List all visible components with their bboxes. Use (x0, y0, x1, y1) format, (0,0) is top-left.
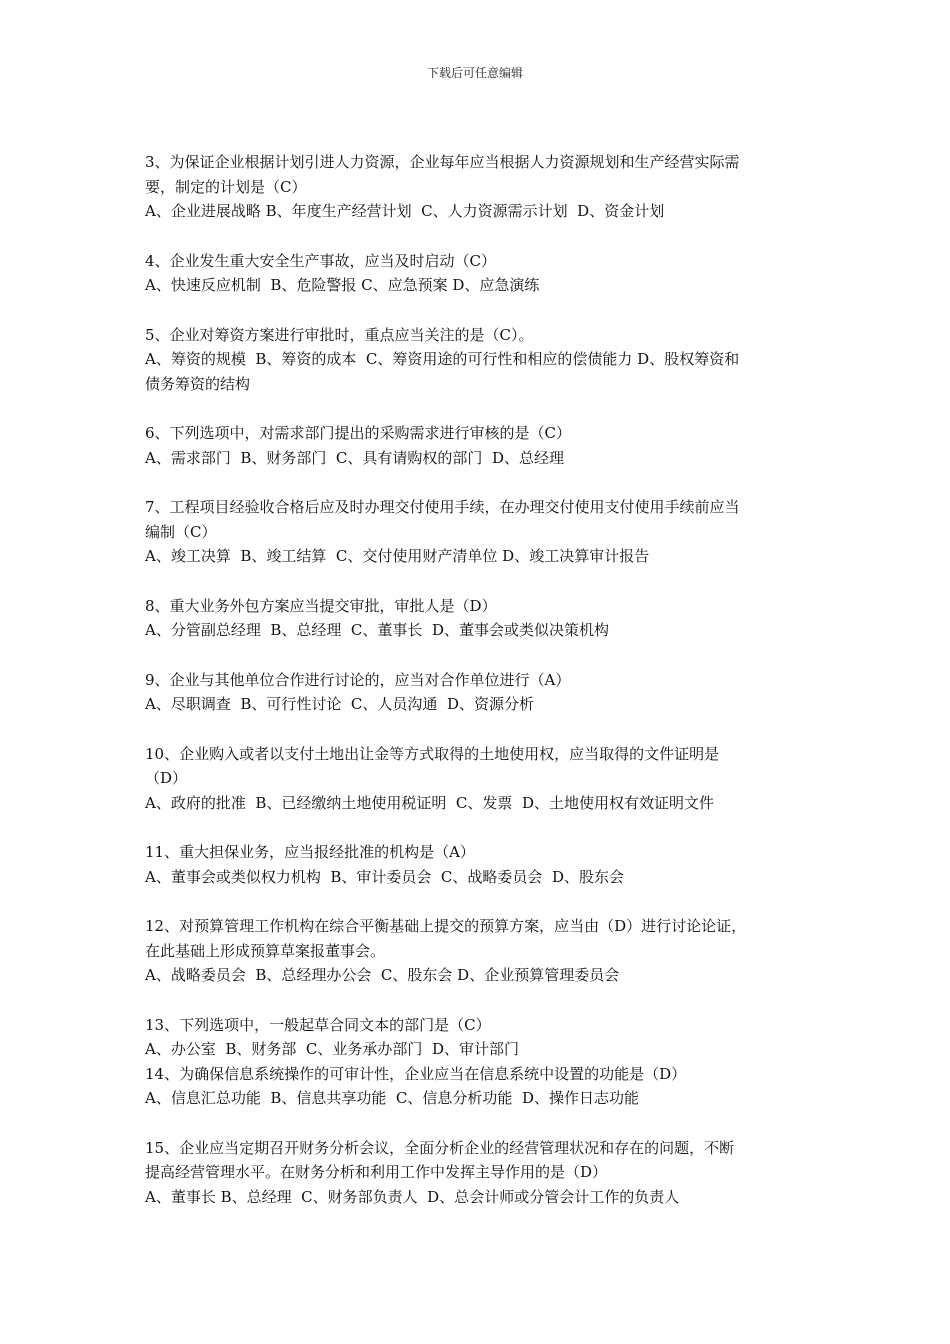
question-stem: 8、重大业务外包方案应当提交审批，审批人是（D） (145, 596, 497, 615)
question-stem: 9、企业与其他单位合作进行讨论的，应当对合作单位进行（A） (145, 670, 571, 689)
question-options: A、快速反应机制 B、危险警报 C、应急预案 D、应急演练 (145, 276, 540, 294)
question-block (145, 421, 813, 470)
question-list (145, 150, 813, 1234)
question-stem: 在此基础上形成预算草案报董事会。 (145, 941, 386, 960)
question-block (145, 594, 813, 643)
question-options: A、政府的批准 B、已经缴纳土地使用税证明 C、发票 D、土地使用权有效证明文件 (145, 793, 714, 812)
question-options: 债务筹资的结构 (145, 374, 251, 393)
question-block (145, 840, 813, 889)
question-stem: 7、工程项目经验收合格后应及时办理交付使用手续，在办理交付使用支付使用手续前应当 (145, 498, 740, 516)
question-stem: 11、重大担保业务，应当报经批准的机构是（A） (145, 843, 475, 861)
question-block (145, 323, 813, 397)
question-options: A、办公室 B、财务部 C、业务承办部门 D、审计部门 (145, 1040, 519, 1058)
question-stem: 15、企业应当定期召开财务分析会议，全面分析企业的经营管理状况和存在的问题，不断 (145, 1138, 735, 1157)
question-stem: 10、企业购入或者以支付土地出让金等方式取得的土地使用权，应当取得的文件证明是 (145, 744, 720, 763)
question-block (145, 1136, 813, 1210)
question-block (145, 1062, 813, 1111)
question-options: A、竣工决算 B、竣工结算 C、交付使用财产清单位 D、竣工决算审计报告 (145, 547, 650, 565)
question-stem: 6、下列选项中，对需求部门提出的采购需求进行审核的是（C） (145, 424, 572, 442)
question-stem: 12、对预算管理工作机构在综合平衡基础上提交的预算方案，应当由（D）进行讨论论证， (145, 917, 747, 935)
question-stem: 5、企业对筹资方案进行审批时，重点应当关注的是（C）。 (145, 325, 534, 344)
question-block (145, 150, 813, 224)
question-block (145, 742, 813, 816)
question-options: A、董事长 B、总经理 C、财务部负责人 D、总会计师或分管会计工作的负责人 (145, 1187, 680, 1206)
question-options: A、战略委员会 B、总经理办公会 C、股东会 D、企业预算管理委员会 (145, 966, 620, 984)
question-options: A、企业进展战略 B、年度生产经营计划 C、人力资源需示计划 D、资金计划 (145, 202, 665, 220)
question-block (145, 495, 813, 569)
question-options: A、信息汇总功能 B、信息共享功能 C、信息分析功能 D、操作日志功能 (145, 1089, 639, 1107)
question-block (145, 914, 813, 988)
question-stem: （D） (145, 769, 188, 787)
question-stem: 4、企业发生重大安全生产事故，应当及时启动（C） (145, 251, 497, 270)
question-stem: 要，制定的计划是（C） (145, 177, 307, 196)
question-options: A、分管副总经理 B、总经理 C、董事长 D、董事会或类似决策机构 (145, 621, 609, 639)
question-stem: 提高经营管理水平。在财务分析和利用工作中发挥主导作用的是（D） (145, 1163, 608, 1181)
question-block (145, 249, 813, 298)
question-options: A、董事会或类似权力机构 B、审计委员会 C、战略委员会 D、股东会 (145, 867, 624, 886)
question-stem: 3、为保证企业根据计划引进人力资源，企业每年应当根据人力资源规划和生产经营实际需 (145, 153, 740, 171)
question-options: A、需求部门 B、财务部门 C、具有请购权的部门 D、总经理 (145, 448, 564, 467)
question-stem: 14、为确保信息系统操作的可审计性，企业应当在信息系统中设置的功能是（D） (145, 1064, 687, 1083)
page-header: 下载后可任意编辑 (426, 66, 523, 80)
question-options: A、筹资的规模 B、筹资的成本 C、筹资用途的可行性和相应的偿债能力 D、股权筹资和 (145, 350, 740, 368)
question-block (145, 668, 813, 717)
question-stem: 13、下列选项中，一般起草合同文本的部门是（C） (145, 1015, 491, 1034)
question-block (145, 1013, 813, 1062)
question-stem: 编制（C） (145, 522, 217, 541)
question-options: A、尽职调查 B、可行性讨论 C、人员沟通 D、资源分析 (145, 695, 534, 713)
